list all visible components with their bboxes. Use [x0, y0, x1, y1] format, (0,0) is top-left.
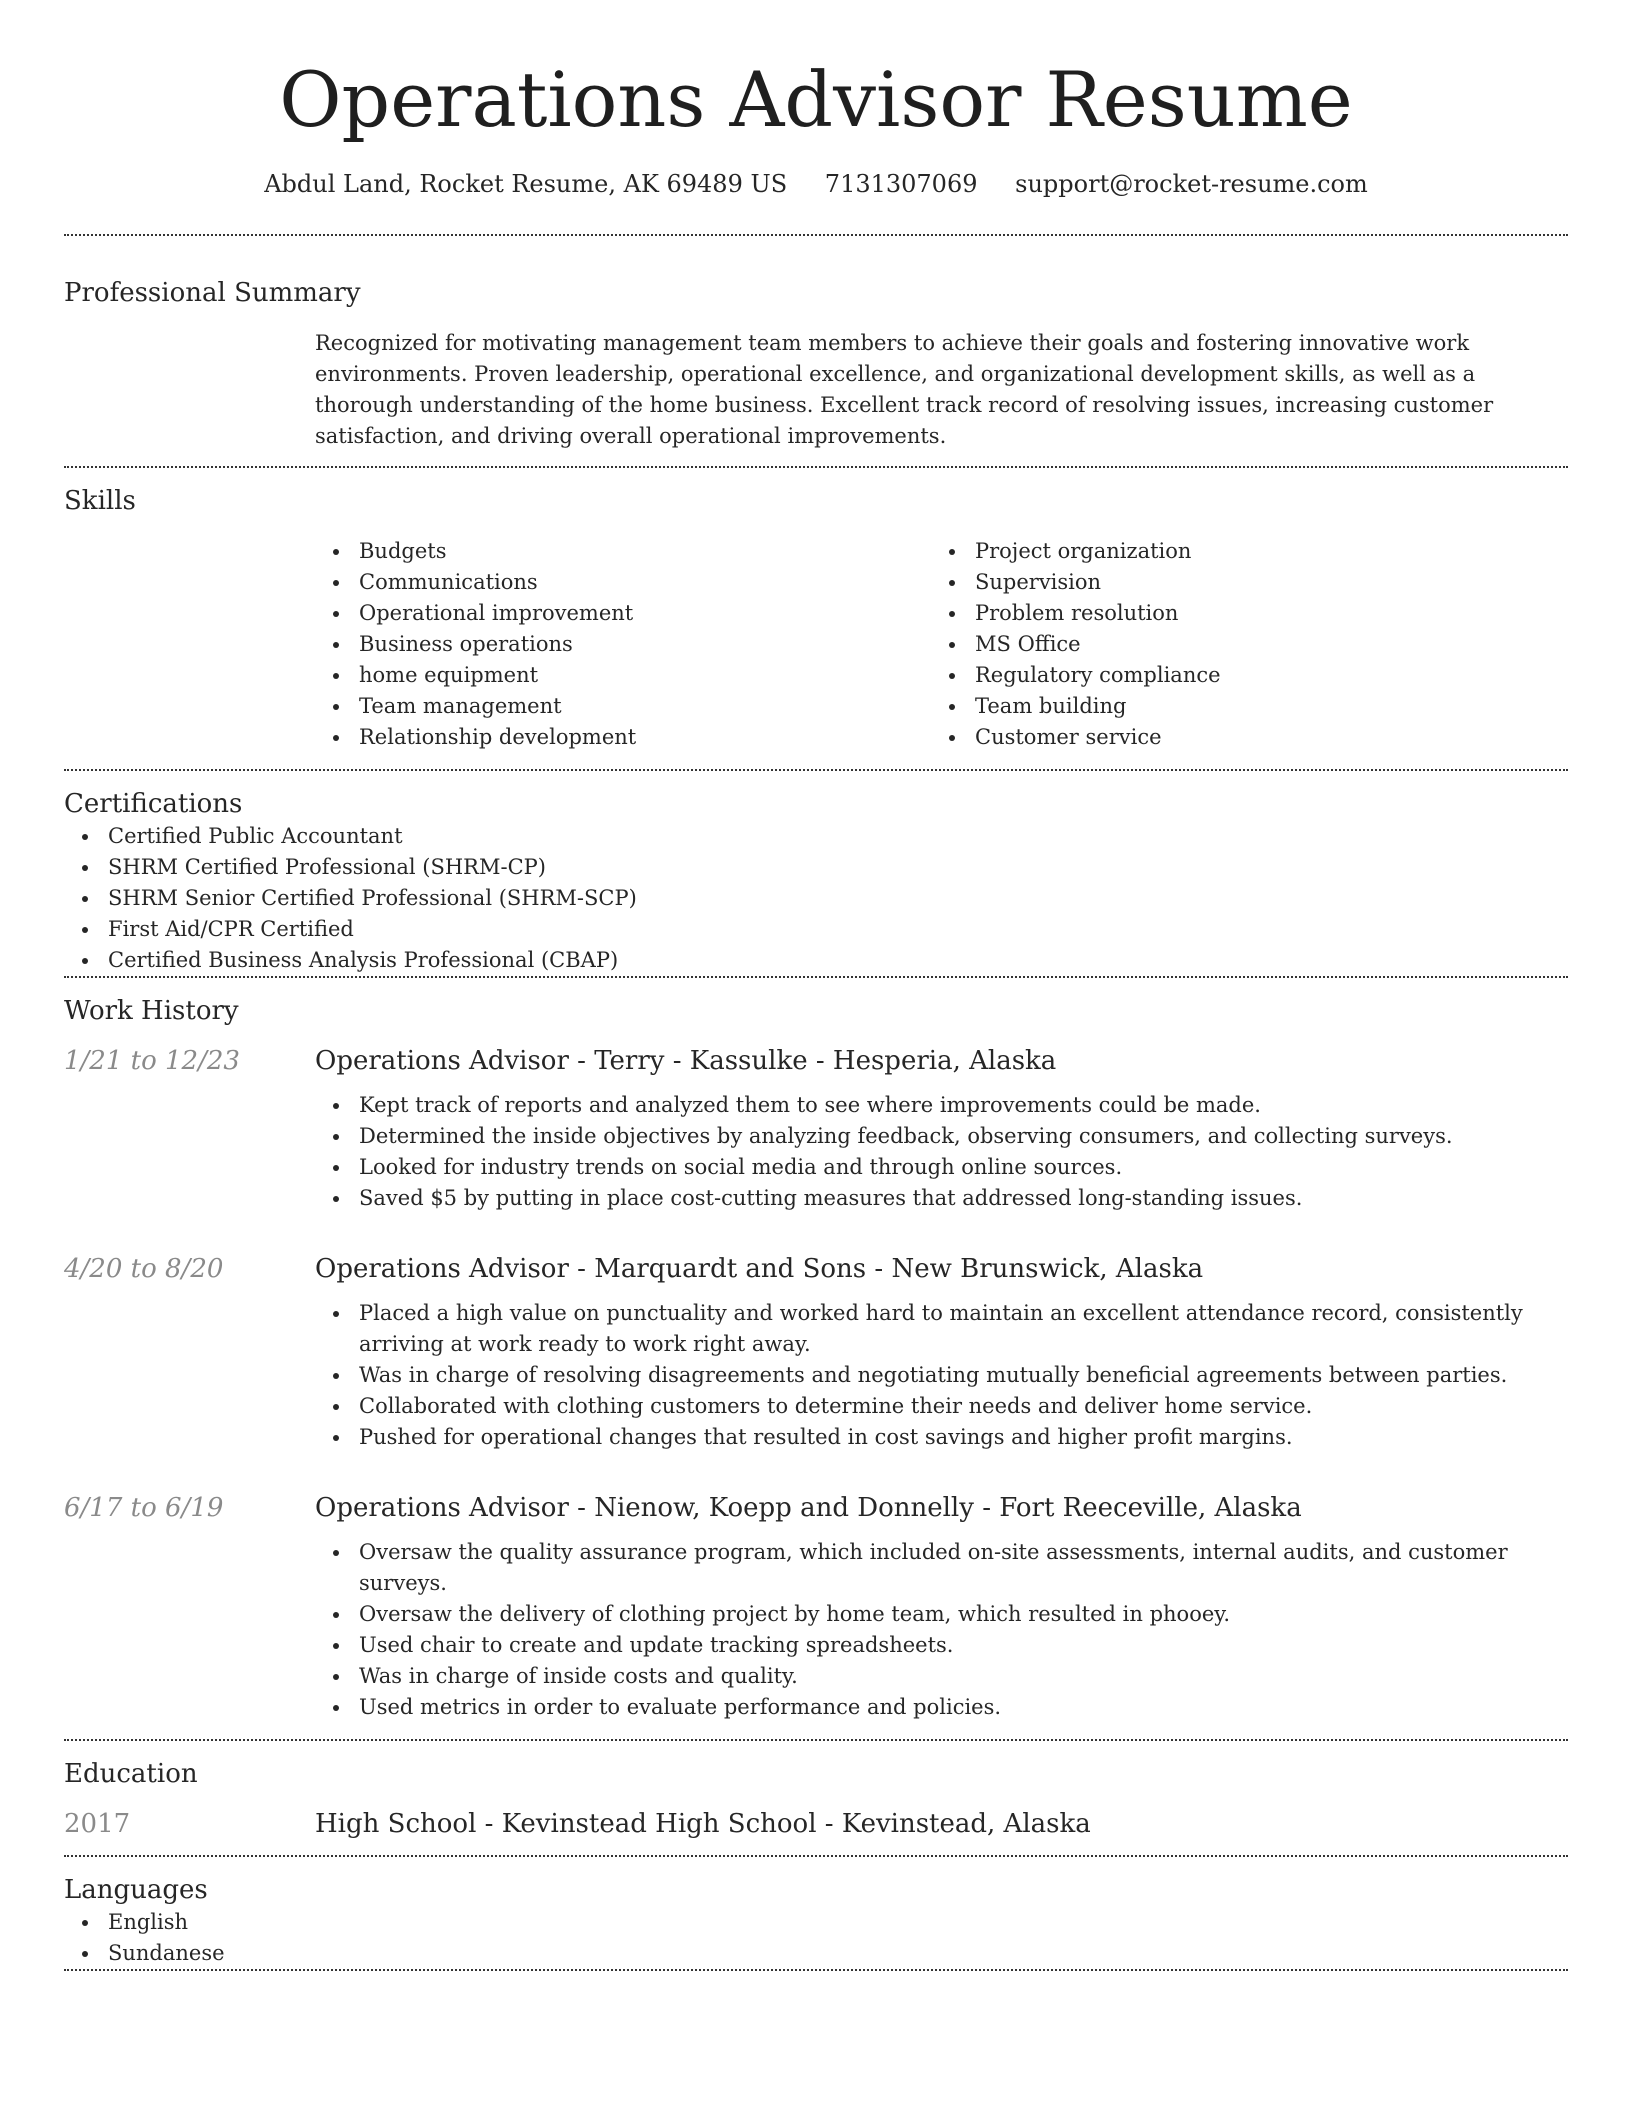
languages-heading: Languages [64, 1875, 208, 1905]
summary-heading: Professional Summary [64, 278, 361, 308]
list-item: Project organization [931, 536, 1547, 567]
education-details [315, 1807, 1568, 1841]
list-item: Placed a high value on punctuality and worked hard to maintain an excellent attendance record, consistently arriving at work ready to work right away. [315, 1298, 1568, 1360]
list-item: Was in charge of inside costs and quality. [315, 1661, 1568, 1692]
list-item: Regulatory compliance [931, 660, 1547, 691]
certifications-heading: Certifications [64, 789, 243, 819]
contact-line [64, 168, 1568, 200]
section-divider [64, 1969, 1568, 1971]
job-entry [64, 1252, 1568, 1453]
skills-heading: Skills [64, 486, 136, 516]
list-item: Business operations [315, 629, 931, 660]
list-item: Used chair to create and update tracking spreadsheets. [315, 1630, 1568, 1661]
job-bullets [315, 1537, 1568, 1723]
skills-section [64, 468, 1568, 769]
education-year: 2017 [64, 1809, 131, 1839]
resume-title: Operations Advisor Resume [279, 55, 1353, 144]
education-entry [64, 1807, 1568, 1855]
job-bullets [315, 1090, 1568, 1214]
list-item: Oversaw the delivery of clothing project by home team, which resulted in phooey. [315, 1599, 1568, 1630]
list-item: Looked for industry trends on social media and through online sources. [315, 1152, 1568, 1183]
education-title: High School - Kevinstead High School - Kevinstead, Alaska [315, 1809, 1091, 1839]
list-item: Problem resolution [931, 598, 1547, 629]
summary-text: Recognized for motivating management team members to achieve their goals and fostering innovative work environments. Proven leadership, operational excellence, and organizational development skills, as well as a thorough understanding of the home business. Excellent track record of resolving issues, increasing customer satisfaction, and driving overall operational improvements. [315, 331, 1494, 448]
list-item: SHRM Senior Certified Professional (SHRM-SCP) [64, 883, 1568, 914]
job-dates: 1/21 to 12/23 [64, 1046, 240, 1076]
job-dates: 4/20 to 8/20 [64, 1254, 224, 1284]
list-item: Certified Business Analysis Professional (CBAP) [64, 945, 1568, 976]
list-item: Oversaw the quality assurance program, which included on-site assessments, internal audits, and customer surveys. [315, 1537, 1568, 1599]
job-bullets [315, 1298, 1568, 1453]
languages-list [64, 1907, 1568, 1969]
job-details [315, 1491, 1568, 1723]
job-title: Operations Advisor - Marquardt and Sons - New Brunswick, Alaska [315, 1254, 1204, 1284]
list-item: Determined the inside objectives by analyzing feedback, observing consumers, and collecting surveys. [315, 1121, 1568, 1152]
job-dates: 6/17 to 6/19 [64, 1493, 224, 1523]
contact-phone: 7131307069 [824, 170, 978, 198]
list-item: MS Office [931, 629, 1547, 660]
list-item: Used metrics in order to evaluate performance and policies. [315, 1692, 1568, 1723]
list-item: Customer service [931, 722, 1547, 753]
list-item: SHRM Certified Professional (SHRM-CP) [64, 852, 1568, 883]
languages-section [64, 1857, 1568, 1969]
list-item: Operational improvement [315, 598, 931, 629]
list-item: Team management [315, 691, 931, 722]
list-item: First Aid/CPR Certified [64, 914, 1568, 945]
work-history-section [64, 978, 1568, 1739]
list-item: Saved $5 by putting in place cost-cutting measures that addressed long-standing issues. [315, 1183, 1568, 1214]
list-item: English [64, 1907, 1568, 1938]
list-item: Pushed for operational changes that resulted in cost savings and higher profit margins. [315, 1422, 1568, 1453]
list-item: Relationship development [315, 722, 931, 753]
certifications-list [64, 821, 1568, 976]
job-title: Operations Advisor - Terry - Kassulke - Hesperia, Alaska [315, 1046, 1057, 1076]
education-heading: Education [64, 1759, 198, 1789]
list-item: Collaborated with clothing customers to determine their needs and deliver home service. [315, 1391, 1568, 1422]
list-item: Kept track of reports and analyzed them to see where improvements could be made. [315, 1090, 1568, 1121]
list-item: Budgets [315, 536, 931, 567]
list-item: Sundanese [64, 1938, 1568, 1969]
job-entry [64, 1044, 1568, 1214]
list-item: Team building [931, 691, 1547, 722]
summary-section [64, 236, 1568, 466]
certifications-section [64, 771, 1568, 976]
list-item: home equipment [315, 660, 931, 691]
list-item: Communications [315, 567, 931, 598]
education-section [64, 1741, 1568, 1855]
contact-address: Abdul Land, Rocket Resume, AK 69489 US [264, 170, 788, 198]
skills-list-right [931, 536, 1547, 753]
work-history-heading: Work History [64, 996, 239, 1026]
job-details [315, 1252, 1568, 1453]
job-entry [64, 1491, 1568, 1739]
job-title: Operations Advisor - Nienow, Koepp and Donnelly - Fort Reeceville, Alaska [315, 1493, 1302, 1523]
job-details [315, 1044, 1568, 1214]
skills-list-left [315, 536, 931, 753]
contact-email: support@rocket-resume.com [1015, 170, 1368, 198]
list-item: Certified Public Accountant [64, 821, 1568, 852]
list-item: Supervision [931, 567, 1547, 598]
skills-grid [315, 536, 1568, 769]
list-item: Was in charge of resolving disagreements and negotiating mutually beneficial agreements between parties. [315, 1360, 1568, 1391]
